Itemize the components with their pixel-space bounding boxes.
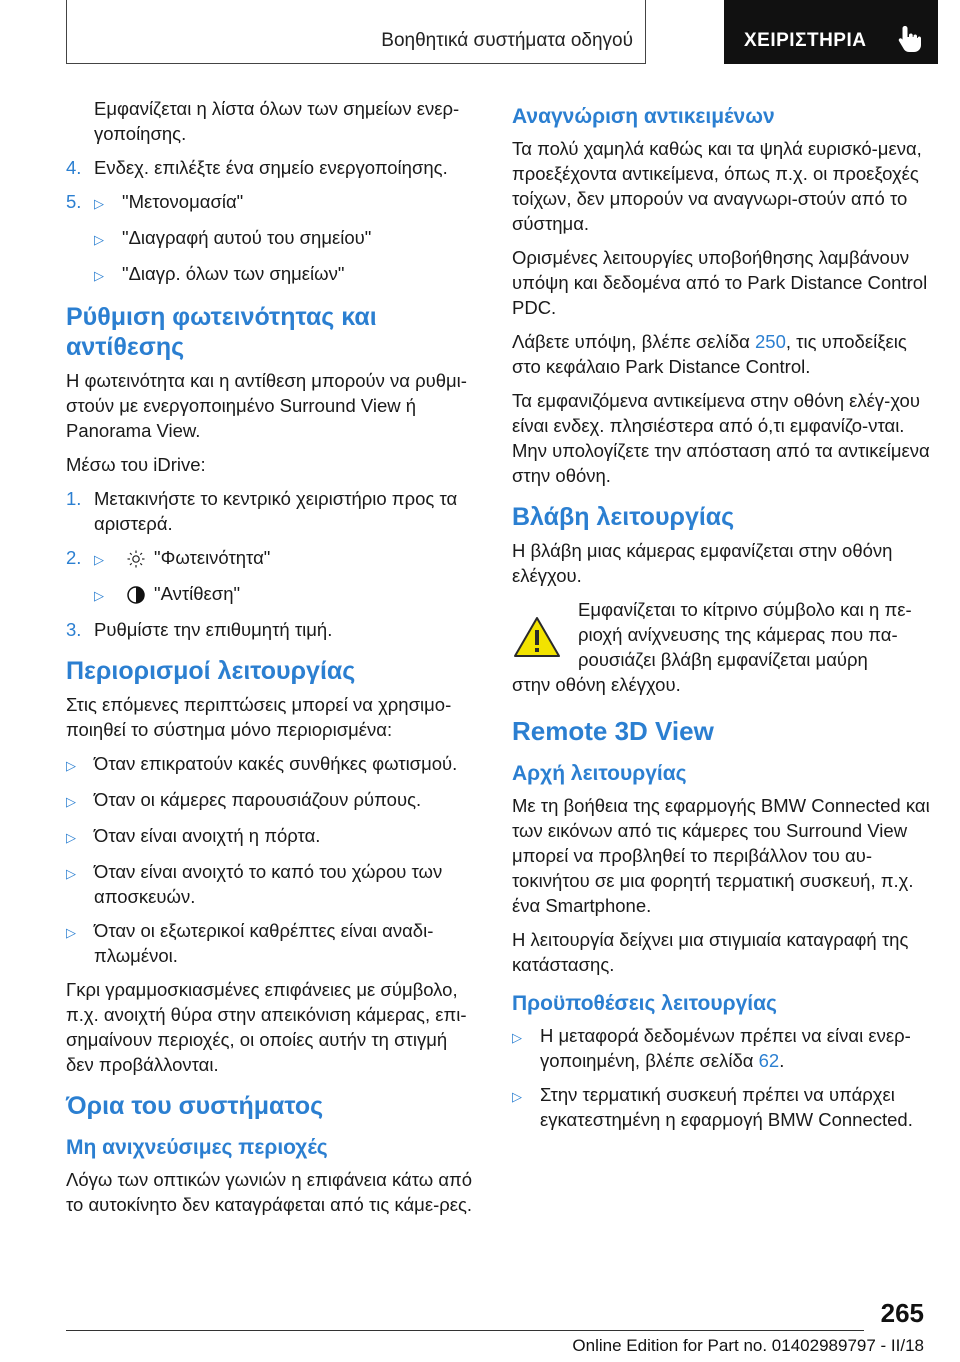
paragraph: Η λειτουργία δείχνει μια στιγμιαία καταγραφή της κατάστασης. — [512, 929, 909, 975]
text: . — [779, 1050, 785, 1071]
hand-pointer-icon — [896, 24, 924, 54]
sun-icon — [126, 549, 146, 569]
triangle-bullet-icon: ▷ — [94, 232, 104, 247]
step-text — [94, 545, 476, 572]
warning-icon-wrap — [512, 597, 578, 672]
triangle-bullet-icon: ▷ — [94, 588, 104, 603]
step-text: Ρυθμίστε την επιθυμητή τιμή. — [94, 619, 333, 640]
paragraph: Μέσω του iDrive: — [66, 454, 206, 475]
section-tab-label: ΧΕΙΡΙΣΤΗΡΙΑ — [744, 30, 867, 51]
limit-text: Όταν επικρατούν κακές συνθήκες φωτισμού. — [94, 753, 458, 774]
limit-bullet — [66, 823, 476, 850]
text: Η μεταφορά δεδομένων πρέπει να είναι ενερ-γοποιημένη, βλέπε σελίδα — [540, 1025, 911, 1071]
paragraph: Στις επόμενες περιπτώσεις μπορεί να χρησιμο-ποιηθεί το σύστημα μόνο περιορισμένα: — [66, 694, 452, 740]
menu-option-brightness: "Φωτεινότητα" — [154, 547, 271, 568]
step-text: Μετακινήστε το κεντρικό χειριστήριο προς τα αριστερά. — [94, 488, 458, 534]
footer-divider — [66, 1330, 864, 1331]
triangle-bullet-icon: ▷ — [66, 794, 76, 809]
heading-brightness: Ρύθμιση φωτεινότητας και αντίθεσης — [66, 303, 377, 361]
limit-text: Όταν είναι ανοιχτό το καπό του χώρου των αποσκευών. — [94, 861, 443, 907]
footer-edition-text: Online Edition for Part no. 01402989797 - II/18 — [572, 1336, 924, 1355]
requirement-bullet — [512, 1082, 932, 1132]
triangle-bullet-icon: ▷ — [66, 925, 76, 940]
heading-principle: Αρχή λειτουργίας — [512, 762, 687, 785]
triangle-bullet-icon: ▷ — [512, 1030, 522, 1045]
right-column — [512, 96, 932, 1141]
step-item — [66, 617, 476, 642]
paragraph: Η βλάβη μιας κάμερας εμφανίζεται στην οθόνη ελέγχου. — [512, 540, 893, 586]
heading-requirements: Προϋποθέσεις λειτουργίας — [512, 992, 777, 1015]
menu-option-rename: "Μετονομασία" — [122, 191, 244, 212]
limit-bullet — [66, 751, 476, 778]
step-item — [66, 155, 476, 180]
paragraph: Ορισμένες λειτουργίες υποβοήθησης λαμβάνουν υπόψη και δεδομένα από το Park Distance Control PDC. — [512, 247, 928, 318]
text: , τις υποδείξεις στο κεφάλαιο Park Distance Control. — [512, 331, 907, 377]
menu-option-delete-point: "Διαγραφή αυτού του σημείου" — [122, 227, 372, 248]
warning-text: Εμφανίζεται το κίτρινο σύμβολο και η πε-ριοχή ανίχνευσης της κάμερας που πα-ρουσιάζει βλάβη εμφανίζεται μαύρη — [578, 599, 912, 670]
sub-bullet — [66, 225, 476, 252]
limit-bullet — [66, 859, 476, 909]
limit-bullet — [66, 787, 476, 814]
paragraph: Τα εμφανιζόμενα αντικείμενα στην οθόνη ελέγ-χου είναι ενδεχ. πλησιέστερα από ό,τι εμφανίζο-νται. Μην υπολογίζετε την απόσταση από τα αντικείμενα στην οθόνη. — [512, 390, 930, 486]
heading-limits: Περιορισμοί λειτουργίας — [66, 657, 356, 685]
heading-remote-3d-view: Remote 3D View — [512, 716, 714, 746]
triangle-bullet-icon: ▷ — [94, 268, 104, 283]
limit-text: Όταν οι εξωτερικοί καθρέπτες είναι αναδι-πλωμένοι. — [94, 920, 434, 966]
paragraph — [512, 329, 932, 379]
warning-text-continued: στην οθόνη ελέγχου. — [512, 674, 681, 695]
step-text: Ενδεχ. επιλέξτε ένα σημείο ενεργοποίησης. — [94, 157, 448, 178]
sub-bullet — [66, 581, 476, 608]
requirement-text — [540, 1023, 932, 1073]
paragraph: Η φωτεινότητα και η αντίθεση μπορούν να ρυθμι-στούν με ενεργοποιημένο Surround View ή Panorama View. — [66, 370, 467, 441]
step-item — [66, 486, 476, 536]
menu-option-delete-all: "Διαγρ. όλων των σημείων" — [122, 263, 345, 284]
step-text — [94, 189, 476, 216]
left-column — [66, 96, 476, 1226]
warning-triangle-icon — [512, 615, 562, 659]
contrast-icon — [126, 585, 146, 605]
step-item — [66, 545, 476, 572]
menu-option-contrast: "Αντίθεση" — [154, 583, 241, 604]
triangle-bullet-icon: ▷ — [66, 758, 76, 773]
paragraph: Γκρι γραμμοσκιασμένες επιφάνειες με σύμβολο, π.χ. ανοιχτή θύρα στην απεικόνιση κάμερας, επι-σημαίνουν περιοχές, οι οποίες αυτήν τη στιγμή δεν προβάλλονται. — [66, 979, 467, 1075]
step-number: 1. — [66, 488, 82, 509]
triangle-bullet-icon: ▷ — [94, 552, 104, 567]
step-number: 4. — [66, 157, 82, 178]
paragraph: Λόγω των οπτικών γωνιών η επιφάνεια κάτω από το αυτοκίνητο δεν καταγράφεται από τις κάμε-ρες. — [66, 1169, 473, 1215]
step-number: 2. — [66, 547, 82, 568]
warning-block — [512, 597, 932, 672]
sub-bullet — [66, 261, 476, 288]
heading-undetectable-areas: Μη ανιχνεύσιμες περιοχές — [66, 1136, 328, 1159]
page-number: 265 — [880, 1298, 924, 1328]
triangle-bullet-icon: ▷ — [66, 830, 76, 845]
triangle-bullet-icon: ▷ — [94, 196, 104, 211]
limit-bullet — [66, 918, 476, 968]
step-item — [66, 189, 476, 216]
heading-fault: Βλάβη λειτουργίας — [512, 503, 735, 531]
sub-bullet-body — [122, 581, 240, 608]
step-number: 3. — [66, 619, 82, 640]
triangle-bullet-icon: ▷ — [512, 1089, 522, 1104]
paragraph: Με τη βοήθεια της εφαρμογής BMW Connected και των εικόνων από τις κάμερες του Surround View μπορεί να προβληθεί το περιβάλλον του αυ-τοκινήτου σε μια φορητή τερματική συσκευή, π.χ. ένα Smartphone. — [512, 795, 930, 916]
chapter-title: Βοηθητικά συστήματα οδηγού — [381, 30, 633, 51]
intro-continuation: Εμφανίζεται η λίστα όλων των σημείων ενερ-γοποίησης. — [94, 98, 460, 144]
requirement-text: Στην τερματική συσκευή πρέπει να υπάρχει εγκατεστημένη η εφαρμογή BMW Connected. — [540, 1084, 913, 1130]
step-number: 5. — [66, 191, 82, 212]
header-box — [66, 0, 646, 64]
page-link-62[interactable]: 62 — [758, 1050, 780, 1071]
heading-system-limits: Όρια του συστήματος — [66, 1092, 324, 1120]
triangle-bullet-icon: ▷ — [66, 866, 76, 881]
limit-text: Όταν οι κάμερες παρουσιάζουν ρύπους. — [94, 789, 422, 810]
limit-text: Όταν είναι ανοιχτή η πόρτα. — [94, 825, 321, 846]
text: Λάβετε υπόψη, βλέπε σελίδα — [512, 331, 756, 352]
paragraph: Τα πολύ χαμηλά καθώς και τα ψηλά ευρισκό-μενα, προεξέχοντα αντικείμενα, όπως π.χ. οι προεξοχές τοίχων, δεν μπορούν να αναγνωρι-στούν από το σύστημα. — [512, 138, 922, 234]
section-tab[interactable] — [724, 0, 938, 64]
heading-object-detection: Αναγνώριση αντικειμένων — [512, 105, 775, 128]
requirement-bullet — [512, 1023, 932, 1073]
page-link-250[interactable]: 250 — [755, 331, 786, 352]
